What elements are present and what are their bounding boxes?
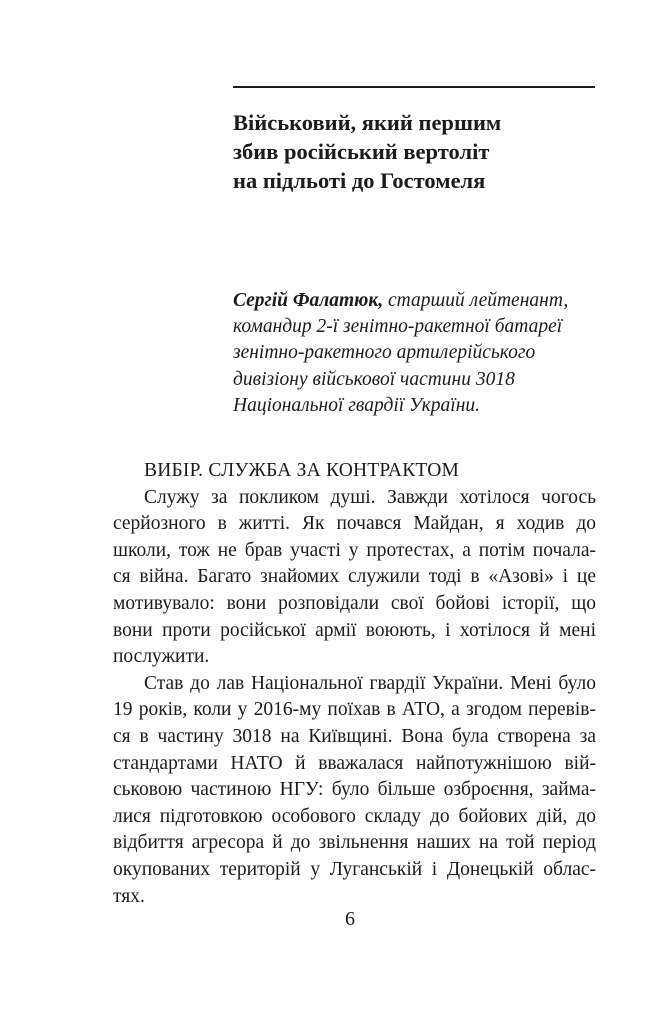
paragraph-line: серйозного в житті. Як почався Майдан, я ходив до	[113, 513, 596, 535]
author-line	[233, 288, 613, 314]
author-role-line: дивізіону військової частини 3018	[233, 368, 515, 390]
paragraph-line: стандартами НАТО й вважалася найпотужнішою вій-	[113, 752, 596, 774]
author-role-line: Національної гвардії України.	[233, 394, 480, 416]
paragraph-line: ськовою частиною НГУ: було більше озброєння, займа-	[113, 779, 596, 801]
paragraph-line: мотивувало: вони розповідали свої бойові історії, що	[113, 592, 596, 614]
paragraph-line: Став до лав Національної гвардії України. Мені було	[144, 672, 596, 694]
paragraph-line: вони проти російської армії воюють, і хотілося й мені	[113, 619, 596, 641]
paragraph-line: лися підготовкою особового складу до бойових дій, до	[113, 805, 596, 827]
chapter-title	[233, 108, 613, 195]
author-role-line: зенітно-ракетного артилерійського	[233, 342, 536, 364]
author-role-line: командир 2-ї зенітно-ракетної батареї	[233, 316, 563, 338]
author-rank: старший лейтенант,	[383, 290, 569, 311]
paragraph-line: 19 років, коли у 2016-му поїхав в АТО, а згодом перевів-	[113, 699, 596, 721]
chapter-title-line: Військовий, який першим	[233, 110, 502, 135]
paragraph-line: школи, тож не брав участі у протестах, а потім почала-	[113, 539, 596, 561]
page-number: 6	[345, 908, 355, 930]
body-text	[113, 458, 596, 910]
author-info	[233, 288, 613, 419]
author-name: Сергій Фалатюк,	[233, 290, 384, 311]
paragraph-line: Служу за покликом душі. Завжди хотілося чогось	[144, 486, 596, 508]
paragraph-line: ся війна. Багато знайомих служили тоді в «Азові» і це	[113, 566, 596, 588]
chapter-title-line: на підльоті до Гостомеля	[233, 168, 486, 193]
chapter-title-line: збив російський вертоліт	[233, 139, 490, 164]
section-heading: ВИБІР. СЛУЖБА ЗА КОНТРАКТОМ	[144, 460, 460, 481]
paragraph-line: відбиття агресора й до звільнення наших на той період	[113, 832, 596, 854]
paragraph-line: тях.	[113, 885, 145, 907]
paragraph-line: ся в частину 3018 на Київщині. Вона була створена за	[113, 725, 596, 747]
chapter-divider-rule	[233, 86, 595, 88]
paragraph-line: окупованих територій у Луганській і Донецькій облас-	[113, 858, 596, 880]
paragraph-line: послужити.	[113, 646, 210, 668]
